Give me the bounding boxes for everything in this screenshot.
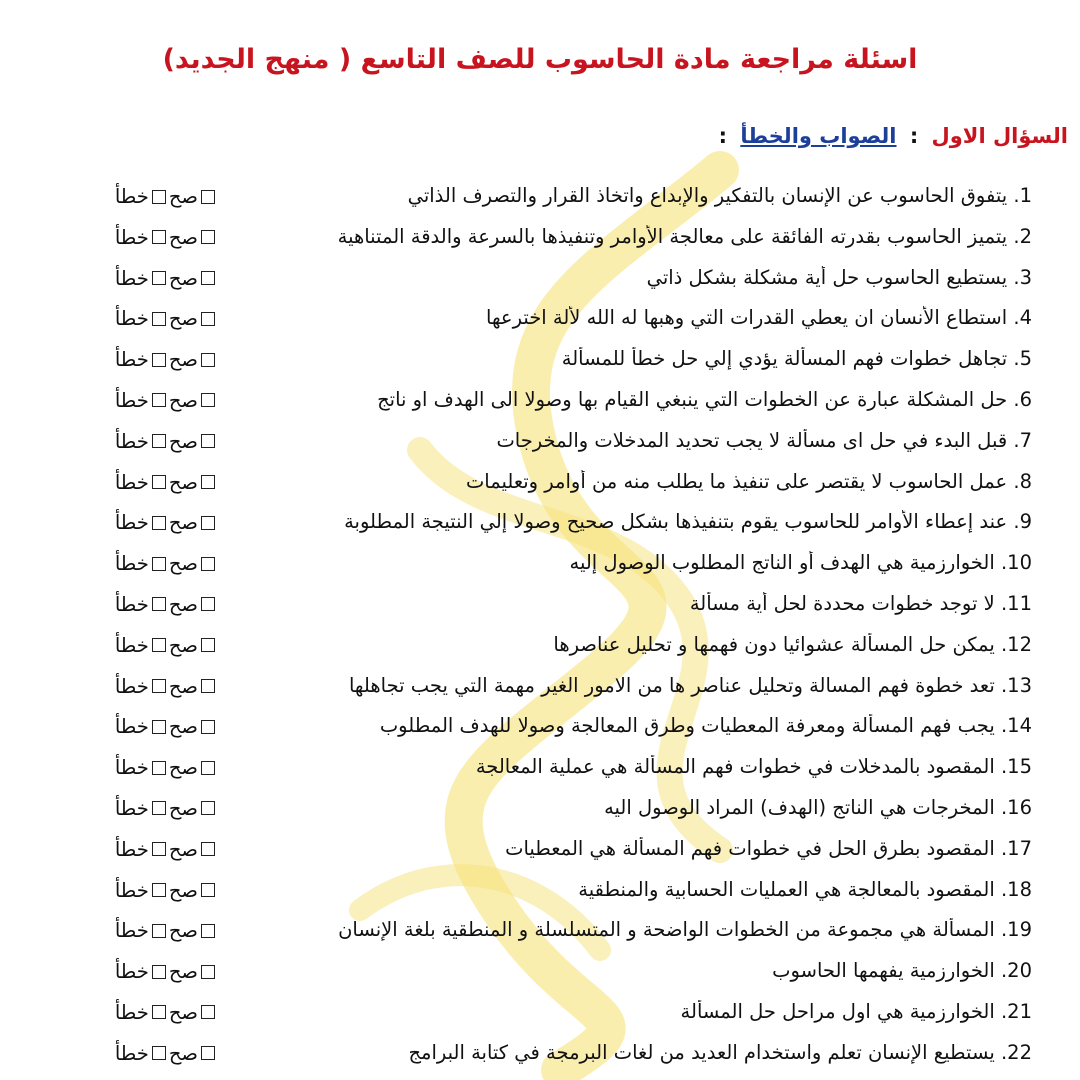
question-body: يستطيع الإنسان تعلم واستخدام العديد من لغات البرمجة في كتابة البرامج	[408, 1040, 995, 1064]
false-checkbox[interactable]	[152, 190, 166, 204]
question-number: 7.	[1013, 428, 1032, 452]
question-text	[338, 225, 1032, 248]
question-row	[0, 262, 1080, 303]
question-row	[0, 302, 1080, 343]
true-label: صح	[168, 348, 198, 372]
true-checkbox[interactable]	[201, 434, 215, 448]
question-number: 16.	[1000, 795, 1032, 819]
true-checkbox[interactable]	[201, 1005, 215, 1019]
answer-options	[68, 551, 218, 575]
question-body: يتميز الحاسوب بقدرته الفائقة على معالجة الأوامر وتنفيذها بالسرعة والدقة المتناهية	[337, 224, 1008, 248]
true-label: صح	[168, 388, 198, 412]
answer-options	[68, 918, 218, 942]
question-text	[690, 592, 1032, 615]
true-label: صح	[168, 185, 198, 208]
false-label: خطأ	[114, 225, 149, 249]
section-heading	[713, 124, 1068, 148]
question-row	[0, 343, 1080, 384]
true-label: صح	[168, 837, 198, 861]
false-checkbox[interactable]	[152, 597, 166, 611]
answer-options	[68, 388, 218, 412]
question-body: المقصود بطرق الحل في خطوات فهم المسألة هي المعطيات	[505, 836, 995, 860]
true-label: صح	[168, 756, 198, 780]
true-label: صح	[168, 511, 198, 535]
answer-options	[68, 633, 218, 657]
answer-options	[68, 1041, 218, 1065]
question-row	[0, 996, 1080, 1037]
false-label: خطأ	[114, 348, 149, 372]
question-row	[0, 833, 1080, 874]
answer-options	[68, 1000, 218, 1024]
true-checkbox[interactable]	[201, 475, 215, 489]
question-body: قبل البدء في حل اى مسألة لا يجب تحديد المدخلات والمخرجات	[496, 428, 1008, 452]
question-body: لا توجد خطوات محددة لحل أية مسألة	[689, 591, 995, 615]
question-row	[0, 180, 1080, 221]
question-row	[0, 588, 1080, 629]
answer-options	[68, 266, 218, 290]
question-text	[553, 633, 1032, 656]
true-checkbox[interactable]	[201, 393, 215, 407]
true-label: صح	[168, 307, 198, 331]
question-number: 4.	[1013, 306, 1032, 330]
false-checkbox[interactable]	[152, 1005, 166, 1019]
question-body: استطاع الأنسان ان يعطي القدرات التي وهبها له الله لألة اخترعها	[486, 306, 1008, 330]
question-row	[0, 547, 1080, 588]
question-row	[0, 914, 1080, 955]
question-body: عند إعطاء الأوامر للحاسوب يقوم بتنفيذها بشكل صحيح وصولا إلي النتيجة المطلوبة	[344, 510, 1008, 534]
true-checkbox[interactable]	[201, 1046, 215, 1060]
false-checkbox[interactable]	[152, 312, 166, 326]
question-text	[466, 470, 1032, 493]
question-row	[0, 425, 1080, 466]
question-body: المسألة هي مجموعة من الخطوات الواضحة و المتسلسلة و المنطقية بلغة الإنسان	[338, 918, 995, 942]
answer-options	[68, 306, 218, 330]
page-title: اسئلة مراجعة مادة الحاسوب للصف التاسع ( منهج الجديد)	[162, 44, 918, 75]
false-checkbox[interactable]	[152, 230, 166, 244]
question-row	[0, 466, 1080, 507]
true-label: صح	[168, 674, 198, 698]
answer-options	[68, 959, 218, 983]
false-checkbox[interactable]	[152, 842, 166, 856]
false-label: خطأ	[114, 633, 149, 657]
question-body: عمل الحاسوب لا يقتصر على تنفيذ ما يطلب منه من أوامر وتعليمات	[465, 469, 1008, 493]
question-row	[0, 629, 1080, 670]
true-checkbox[interactable]	[201, 720, 215, 734]
question-number: 10.	[1000, 551, 1032, 575]
true-label: صح	[168, 1000, 198, 1024]
question-number: 13.	[1000, 673, 1032, 697]
false-label: خطأ	[114, 960, 149, 984]
false-checkbox[interactable]	[152, 353, 166, 367]
questions-list	[0, 180, 1080, 1078]
question-number: 19.	[1000, 918, 1032, 942]
answer-options	[68, 225, 218, 249]
true-label: صح	[168, 633, 198, 657]
question-text	[647, 266, 1032, 289]
true-label: صح	[168, 715, 198, 739]
false-checkbox[interactable]	[152, 761, 166, 775]
question-text	[562, 347, 1032, 370]
section-label: السؤال الاول	[931, 124, 1068, 148]
true-checkbox[interactable]	[201, 924, 215, 938]
question-body: الخوارزمية هي الهدف أو الناتج المطلوب الوصول إليه	[569, 551, 995, 575]
true-label: صح	[168, 429, 198, 453]
false-label: خطأ	[114, 429, 149, 453]
question-row	[0, 874, 1080, 915]
false-checkbox[interactable]	[152, 475, 166, 489]
true-label: صح	[168, 919, 198, 943]
answer-options	[68, 470, 218, 494]
question-text	[486, 306, 1032, 329]
question-number: 15.	[1000, 755, 1032, 779]
true-label: صح	[168, 960, 198, 984]
question-row	[0, 792, 1080, 833]
false-checkbox[interactable]	[152, 720, 166, 734]
question-text	[496, 429, 1032, 452]
false-label: خطأ	[114, 552, 149, 576]
true-label: صح	[168, 878, 198, 902]
answer-options	[68, 878, 218, 902]
question-number: 14.	[1000, 714, 1032, 738]
true-label: صح	[168, 266, 198, 290]
question-number: 22.	[1000, 1040, 1032, 1064]
false-label: خطأ	[114, 185, 149, 208]
answer-options	[68, 796, 218, 820]
question-row	[0, 1037, 1080, 1078]
answer-options	[68, 429, 218, 453]
false-label: خطأ	[114, 919, 149, 943]
answer-options	[68, 837, 218, 861]
true-label: صح	[168, 470, 198, 494]
answer-options	[68, 510, 218, 534]
question-row	[0, 221, 1080, 262]
question-number: 17.	[1000, 836, 1032, 860]
true-checkbox[interactable]	[201, 761, 215, 775]
question-number: 3.	[1013, 265, 1032, 289]
question-body: تعد خطوة فهم المسالة وتحليل عناصر ها من الامور الغير مهمة التي يجب تجاهلها	[348, 673, 995, 697]
question-row	[0, 670, 1080, 711]
section-separator: :	[909, 124, 919, 148]
question-body: حل المشكلة عبارة عن الخطوات التي ينبغي القيام بها وصولا الى الهدف او ناتج	[377, 387, 1008, 411]
answer-options	[68, 184, 218, 208]
question-body: تجاهل خطوات فهم المسألة يؤدي إلي حل خطأ للمسألة	[561, 347, 1008, 371]
answer-options	[68, 674, 218, 698]
question-row	[0, 710, 1080, 751]
question-text	[349, 674, 1032, 697]
question-row	[0, 506, 1080, 547]
true-label: صح	[168, 225, 198, 249]
false-label: خطأ	[114, 756, 149, 780]
false-label: خطأ	[114, 388, 149, 412]
false-label: خطأ	[114, 878, 149, 902]
false-label: خطأ	[114, 715, 149, 739]
question-row	[0, 751, 1080, 792]
false-label: خطأ	[114, 796, 149, 820]
false-label: خطأ	[114, 307, 149, 331]
true-checkbox[interactable]	[201, 230, 215, 244]
question-number: 6.	[1013, 387, 1032, 411]
false-label: خطأ	[114, 266, 149, 290]
question-text	[408, 1041, 1032, 1064]
question-text	[578, 878, 1032, 901]
false-checkbox[interactable]	[152, 1046, 166, 1060]
question-number: 12.	[1000, 632, 1032, 656]
false-label: خطأ	[114, 1041, 149, 1065]
false-label: خطأ	[114, 674, 149, 698]
false-checkbox[interactable]	[152, 924, 166, 938]
question-number: 11.	[1000, 591, 1032, 615]
section-topic: الصواب والخطأ	[740, 124, 897, 148]
question-body: يتفوق الحاسوب عن الإنسان بالتفكير والإبداع واتخاذ القرار والتصرف الذاتي	[407, 184, 1008, 207]
answer-options	[68, 714, 218, 738]
true-checkbox[interactable]	[201, 312, 215, 326]
false-label: خطأ	[114, 1000, 149, 1024]
question-text	[505, 837, 1032, 860]
false-checkbox[interactable]	[152, 393, 166, 407]
true-checkbox[interactable]	[201, 801, 215, 815]
question-number: 1.	[1013, 184, 1032, 207]
true-checkbox[interactable]	[201, 190, 215, 204]
question-row	[0, 955, 1080, 996]
true-checkbox[interactable]	[201, 557, 215, 571]
false-checkbox[interactable]	[152, 516, 166, 530]
answer-options	[68, 755, 218, 779]
question-number: 21.	[1000, 999, 1032, 1023]
question-text	[408, 184, 1032, 207]
question-body: يمكن حل المسألة عشوائيا دون فهمها و تحليل عناصرها	[553, 632, 995, 656]
true-checkbox[interactable]	[201, 516, 215, 530]
question-body: المخرجات هي الناتج (الهدف) المراد الوصول اليه	[604, 795, 995, 819]
false-checkbox[interactable]	[152, 801, 166, 815]
true-label: صح	[168, 1041, 198, 1065]
false-label: خطأ	[114, 511, 149, 535]
true-label: صح	[168, 592, 198, 616]
question-text	[344, 510, 1032, 533]
false-checkbox[interactable]	[152, 434, 166, 448]
question-text	[377, 388, 1032, 411]
false-checkbox[interactable]	[152, 883, 166, 897]
question-row	[0, 384, 1080, 425]
false-label: خطأ	[114, 837, 149, 861]
false-checkbox[interactable]	[152, 271, 166, 285]
question-text	[681, 1000, 1032, 1023]
question-body: يجب فهم المسألة ومعرفة المعطيات وطرق المعالجة وصولا للهدف المطلوب	[379, 714, 995, 738]
false-checkbox[interactable]	[152, 679, 166, 693]
true-checkbox[interactable]	[201, 597, 215, 611]
question-body: الخوارزمية هي اول مراحل حل المسألة	[680, 999, 995, 1023]
question-body: يستطيع الحاسوب حل أية مشكلة بشكل ذاتي	[646, 265, 1008, 289]
true-checkbox[interactable]	[201, 638, 215, 652]
question-body: المقصود بالمدخلات في خطوات فهم المسألة هي عملية المعالجة	[475, 755, 995, 779]
question-number: 18.	[1000, 877, 1032, 901]
question-text	[338, 918, 1032, 941]
question-number: 8.	[1013, 469, 1032, 493]
false-checkbox[interactable]	[152, 965, 166, 979]
question-body: المقصود بالمعالجة هي العمليات الحسابية والمنطقية	[578, 877, 995, 901]
question-number: 20.	[1000, 959, 1032, 983]
false-label: خطأ	[114, 592, 149, 616]
question-text	[772, 959, 1032, 982]
true-checkbox[interactable]	[201, 842, 215, 856]
true-checkbox[interactable]	[201, 679, 215, 693]
question-text	[380, 714, 1032, 737]
question-number: 5.	[1013, 347, 1032, 371]
true-label: صح	[168, 552, 198, 576]
false-checkbox[interactable]	[152, 638, 166, 652]
answer-options	[68, 592, 218, 616]
true-checkbox[interactable]	[201, 883, 215, 897]
question-body: الخوارزمية يفهمها الحاسوب	[772, 959, 995, 983]
answer-options	[68, 347, 218, 371]
true-checkbox[interactable]	[201, 271, 215, 285]
question-number: 9.	[1013, 510, 1032, 534]
true-checkbox[interactable]	[201, 353, 215, 367]
question-text	[604, 796, 1032, 819]
question-text	[476, 755, 1032, 778]
false-checkbox[interactable]	[152, 557, 166, 571]
section-end: :	[718, 124, 728, 148]
question-number: 2.	[1013, 224, 1032, 248]
true-label: صح	[168, 796, 198, 820]
true-checkbox[interactable]	[201, 965, 215, 979]
false-label: خطأ	[114, 470, 149, 494]
question-text	[570, 551, 1033, 574]
